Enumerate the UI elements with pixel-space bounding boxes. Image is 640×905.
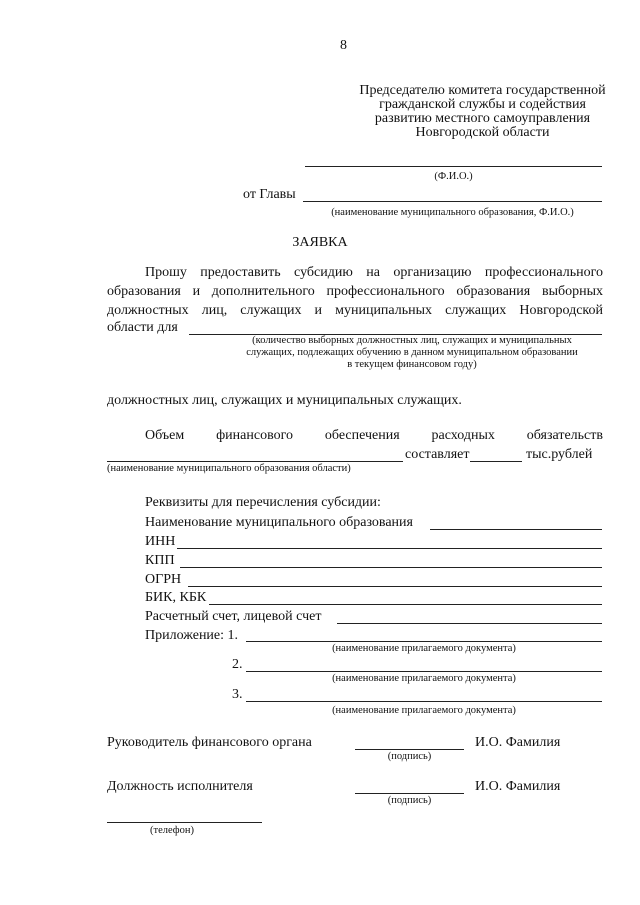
municipality-caption: (наименование муниципального образования, Ф.И.О.) — [331, 207, 574, 218]
requisite-ogrn-line — [188, 586, 602, 587]
finance-head-signature-caption: (подпись) — [387, 751, 432, 762]
count-caption — [222, 335, 602, 371]
attachment-2-label: 2. — [232, 657, 243, 672]
request-line-3: должностных лиц, служащих и муниципальных служащих Новгородской — [107, 303, 603, 318]
fio-caption: (Ф.И.О.) — [434, 171, 473, 182]
funding-amount-line — [470, 461, 522, 462]
funding-paragraph-line-1: Объем финансового обеспечения расходных обязательств — [145, 428, 603, 443]
request-line-4-label: области для — [107, 320, 178, 335]
addressee-line-4: Новгородской области — [415, 125, 550, 140]
requisite-account-label: Расчетный счет, лицевой счет — [145, 609, 322, 624]
page-number: 8 — [340, 38, 347, 53]
funding-municipality-line — [107, 461, 403, 462]
funding-amount-label: составляет — [405, 447, 470, 462]
count-caption-line-1: (количество выборных должностных лиц, служащих и муниципальных — [252, 335, 572, 346]
attachment-2-caption: (наименование прилагаемого документа) — [332, 673, 516, 684]
requisite-kpp-label: КПП — [145, 553, 175, 568]
phone-line — [107, 822, 262, 823]
addressee-block — [355, 84, 610, 140]
from-head-label: от Главы — [243, 187, 296, 202]
requisite-kpp-line — [180, 567, 602, 568]
attachment-1-label: Приложение: 1. — [145, 628, 239, 643]
requisite-municipality-label: Наименование муниципального образования — [145, 515, 413, 530]
phone-caption: (телефон) — [150, 825, 194, 836]
request-line-1: Прошу предоставить субсидию на организацию профессионального — [145, 265, 603, 280]
funding-municipality-caption: (наименование муниципального образования области) — [107, 463, 351, 474]
document-title: ЗАЯВКА — [292, 235, 348, 250]
attachment-2-line — [246, 671, 602, 672]
executor-title: Должность исполнителя — [107, 779, 253, 794]
finance-head-name: И.О. Фамилия — [475, 735, 561, 750]
executor-signature-caption: (подпись) — [387, 795, 432, 806]
requisite-inn-label: ИНН — [145, 534, 176, 549]
requisite-bik-line — [209, 604, 602, 605]
finance-head-title: Руководитель финансового органа — [107, 735, 312, 750]
attachment-3-label: 3. — [232, 687, 243, 702]
count-caption-line-3: в текущем финансовом году) — [347, 359, 477, 370]
from-head-line — [303, 201, 602, 202]
requisite-inn-line — [177, 548, 602, 549]
request-line-2: образования и дополнительного профессионального образования выборных — [107, 284, 603, 299]
executor-signature-line — [355, 793, 464, 794]
count-caption-line-2: служащих, подлежащих обучению в данном муниципальном образовании — [246, 347, 578, 358]
funding-unit: тыс.рублей — [526, 447, 593, 462]
fio-line — [305, 166, 602, 167]
attachment-3-caption: (наименование прилагаемого документа) — [332, 705, 516, 716]
request-paragraph — [107, 263, 603, 320]
executor-name: И.О. Фамилия — [475, 779, 561, 794]
addressee-line-1: Председателю комитета государственной — [359, 83, 606, 98]
attachment-1-caption: (наименование прилагаемого документа) — [332, 643, 516, 654]
requisites-heading: Реквизиты для перечисления субсидии: — [145, 495, 381, 510]
addressee-line-3: развитию местного самоуправления — [374, 111, 591, 126]
requisite-bik-label: БИК, КБК — [145, 590, 207, 605]
request-tail: должностных лиц, служащих и муниципальных служащих. — [107, 393, 462, 408]
attachment-3-line — [246, 701, 602, 702]
finance-head-signature-line — [355, 749, 464, 750]
requisite-ogrn-label: ОГРН — [145, 572, 182, 587]
requisite-municipality-line — [430, 529, 602, 530]
addressee-line-2: гражданской службы и содействия — [379, 97, 586, 112]
requisite-account-line — [337, 623, 602, 624]
attachment-1-line — [246, 641, 602, 642]
